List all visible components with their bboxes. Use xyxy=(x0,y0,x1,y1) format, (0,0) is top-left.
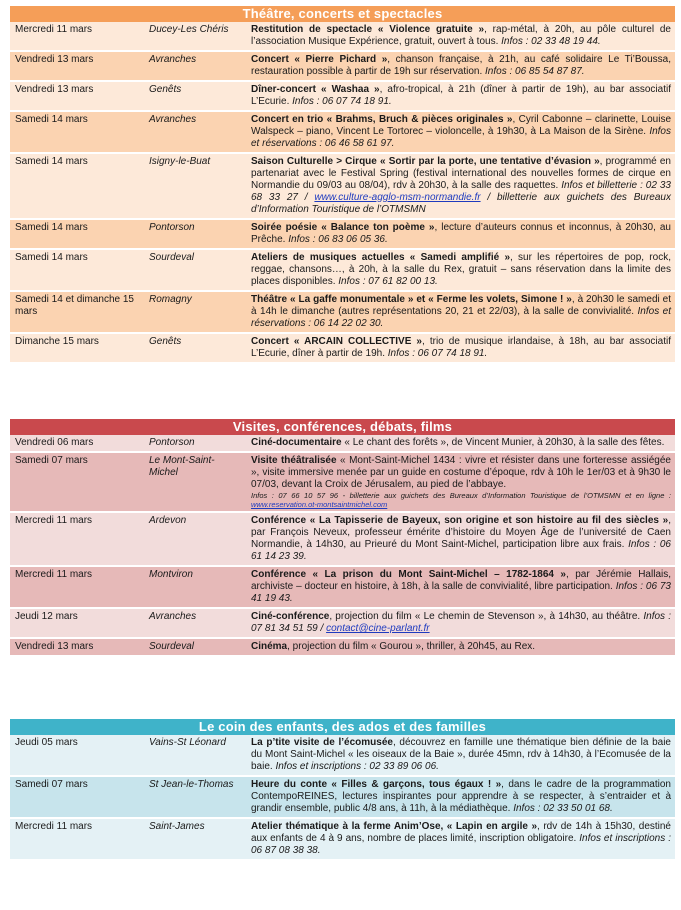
event-row xyxy=(10,608,675,638)
event-place: Romagny xyxy=(144,291,246,333)
event-description xyxy=(246,735,675,776)
event-date: Samedi 14 mars xyxy=(10,219,144,249)
event-text: , Cyril Cabonne – clarinette, Louise Walspeck – piano, Vincent Le Tortorec – violoncelle, à 19h30, à La Maison de la Sirène. xyxy=(251,114,672,137)
event-description xyxy=(246,452,675,512)
event-description xyxy=(246,638,675,656)
event-title: Dîner-concert « Washaa » xyxy=(251,84,380,95)
event-date: Samedi 07 mars xyxy=(10,776,144,818)
event-title: Concert en trio « Brahms, Bruch & pièces originales » xyxy=(251,114,513,125)
event-date: Vendredi 06 mars xyxy=(10,435,144,452)
event-description xyxy=(246,333,675,363)
event-text: , découvrez en famille une thématique bien définie de la baie du Mont Saint-Michel « les oiseaux de la Baie », durée 45mn, rdv à 14h30, à l’Ecomusée de la baie. xyxy=(251,737,671,772)
section-header: Théâtre, concerts et spectacles xyxy=(10,6,675,22)
event-place: St Jean-le-Thomas xyxy=(144,776,246,818)
event-description xyxy=(246,435,675,452)
event-description xyxy=(246,81,675,111)
event-info: Infos : 07 61 82 00 13. xyxy=(338,276,438,287)
events-table xyxy=(10,22,675,364)
event-row xyxy=(10,153,675,219)
event-title: Cinéma xyxy=(251,641,288,652)
event-row xyxy=(10,638,675,656)
event-description xyxy=(246,291,675,333)
event-place: Sourdeval xyxy=(144,249,246,291)
section-header: Le coin des enfants, des ados et des familles xyxy=(10,719,675,735)
event-title: Conférence « La Tapisserie de Bayeux, son origine et son histoire au fil des siècles » xyxy=(251,515,669,526)
event-title: Ciné-conférence xyxy=(251,611,330,622)
event-info: Infos : 06 61 14 23 39. xyxy=(251,539,671,562)
event-description xyxy=(246,22,675,51)
event-info: Infos : 02 33 50 01 68. xyxy=(513,803,613,814)
section-enfants-familles xyxy=(10,719,675,861)
event-info: Infos : 06 07 74 18 91. xyxy=(292,96,392,107)
section-visites-conferences xyxy=(10,419,675,657)
event-row xyxy=(10,452,675,512)
event-place: Avranches xyxy=(144,111,246,153)
event-text: , programmé en partenariat avec le Festival Spring (festival international des nouvelles formes de cirque en Normandie du 09/03 au 08/04), rdv à 20h30, à la salle des raquettes. xyxy=(251,156,671,191)
event-text: , par Jérémie Hallais, archiviste – docteur en histoire, à 18h, à la salle de convivialité, libre participation. xyxy=(251,569,672,592)
event-row xyxy=(10,291,675,333)
event-title: Saison Culturelle > Cirque « Sortir par la porte, une tentative d’évasion » xyxy=(251,156,600,167)
event-info: Infos et billetterie : 02 33 68 33 27 / xyxy=(251,180,671,203)
event-row xyxy=(10,776,675,818)
event-row xyxy=(10,333,675,363)
event-title: Concert « ARCAIN COLLECTIVE » xyxy=(251,336,422,347)
event-title: Ciné-documentaire xyxy=(251,437,342,448)
event-info: Infos : 07 66 10 57 96 - billetterie aux guichets des Bureaux d’Information Touristique de l’OTMSMN et en ligne : xyxy=(251,491,671,500)
event-ticketing-note xyxy=(251,491,671,509)
event-date: Vendredi 13 mars xyxy=(10,638,144,656)
event-place: Isigny-le-Buat xyxy=(144,153,246,219)
event-row xyxy=(10,51,675,81)
event-info: Infos et réservations : 06 14 22 02 30. xyxy=(251,306,671,329)
event-info: Infos et inscriptions : 06 87 08 38 38. xyxy=(251,833,671,856)
event-text: , sur les répertoires de pop, rock, reggae, chansons…, à 20h, à la salle du Rex, gratuit – sans réservation dans la limite des places disponibles. xyxy=(251,252,671,287)
event-place: Sourdeval xyxy=(144,638,246,656)
event-text: , rap-métal, à 20h, au pôle culturel de l’association Musique Expérience, gratuit, ouvert à tous. xyxy=(251,24,671,47)
event-date: Mercredi 11 mars xyxy=(10,512,144,566)
event-place: Saint-James xyxy=(144,818,246,860)
event-place: Montviron xyxy=(144,566,246,608)
event-text: , projection du film « Gourou », thriller, à 20h45, au Rex. xyxy=(287,641,536,652)
event-info: Infos : 06 83 06 05 36. xyxy=(288,234,388,245)
event-row xyxy=(10,249,675,291)
event-description xyxy=(246,219,675,249)
event-row xyxy=(10,219,675,249)
event-title: Restitution de spectacle « Violence gratuite » xyxy=(251,24,485,35)
event-place: Genêts xyxy=(144,333,246,363)
event-info: Infos : 02 33 48 19 44. xyxy=(501,36,601,47)
event-date: Dimanche 15 mars xyxy=(10,333,144,363)
event-text: « Le chant des forêts », de Vincent Munier, à 20h30, à la salle des fêtes. xyxy=(341,437,665,448)
event-text: , projection du film « Le chemin de Stevenson », à 14h30, au théâtre. xyxy=(329,611,644,622)
event-row xyxy=(10,22,675,51)
event-row xyxy=(10,735,675,776)
event-info: Infos et réservations : 06 46 58 61 97. xyxy=(251,126,671,149)
event-date: Mercredi 11 mars xyxy=(10,22,144,51)
event-title: La p’tite visite de l’écomusée xyxy=(251,737,393,748)
event-description xyxy=(246,51,675,81)
event-place: Pontorson xyxy=(144,219,246,249)
event-text: , chanson française, à 21h, au café solidaire Le Ti’Boussa, restauration possible à partir de 19h sur réservation. xyxy=(251,54,671,77)
event-place: Genêts xyxy=(144,81,246,111)
event-description xyxy=(246,776,675,818)
event-description xyxy=(246,512,675,566)
event-place: Ardevon xyxy=(144,512,246,566)
event-row xyxy=(10,512,675,566)
event-title: Concert « Pierre Pichard » xyxy=(251,54,388,65)
event-date: Mercredi 11 mars xyxy=(10,566,144,608)
event-date: Samedi 14 mars xyxy=(10,153,144,219)
event-text: , lecture d’auteurs connus et inconnus, à 20h30, au Prêche. xyxy=(251,222,671,245)
event-date: Jeudi 05 mars xyxy=(10,735,144,776)
events-table xyxy=(10,435,675,657)
event-row xyxy=(10,81,675,111)
section-header: Visites, conférences, débats, films xyxy=(10,419,675,435)
event-title: Heure du conte « Filles & garçons, tous égaux ! » xyxy=(251,779,502,790)
event-row xyxy=(10,818,675,860)
event-info: Infos : 06 85 54 87 87. xyxy=(485,66,585,77)
event-place: Pontorson xyxy=(144,435,246,452)
event-row xyxy=(10,435,675,452)
event-link[interactable]: www.culture-agglo-msm-normandie.fr xyxy=(314,192,481,203)
event-text: , par François Neveux, professeur émérite d’histoire du Moyen Âge de l’université de Caen Normandie, à 14h30, au Prieuré du Mont Saint-Michel, participation libre aux frais. xyxy=(251,515,671,550)
event-place: Le Mont-Saint-Michel xyxy=(144,452,246,512)
event-info: Infos et inscriptions : 02 33 89 06 06. xyxy=(275,761,439,772)
event-text: , rdv de 14h à 15h30, destiné aux enfants de 4 à 9 ans, nombre de places limité, inscription obligatoire. xyxy=(251,821,671,844)
event-row xyxy=(10,566,675,608)
event-title: Atelier thématique à la ferme Anim’Ose, « Lapin en argile » xyxy=(251,821,538,832)
event-date: Mercredi 11 mars xyxy=(10,818,144,860)
event-date: Vendredi 13 mars xyxy=(10,81,144,111)
event-title: Conférence « La prison du Mont Saint-Michel – 1782-1864 » xyxy=(251,569,566,580)
events-table xyxy=(10,735,675,861)
event-info: Infos : 06 73 41 19 43. xyxy=(251,581,671,604)
event-title: Visite théâtralisée xyxy=(251,455,337,466)
event-link[interactable]: contact@cine-parlant.fr xyxy=(326,623,430,634)
event-title: Ateliers de musiques actuelles « Samedi amplifié » xyxy=(251,252,511,263)
event-date: Samedi 14 mars xyxy=(10,249,144,291)
event-place: Ducey-Les Chéris xyxy=(144,22,246,51)
event-row xyxy=(10,111,675,153)
event-text: , dans le cadre de la programmation ContempoREINES, lectures inspirantes pour apprendre à se respecter, à s’entraider et à grandir ensemble, public 4/8 ans, à 11h, à la médiathèque. xyxy=(251,779,671,814)
event-text: , à 20h30 le samedi et à 14h le dimanche (autres représentations 20, 21 et 22/03), à la salle de convivialité. xyxy=(251,294,671,317)
event-description xyxy=(246,111,675,153)
event-description xyxy=(246,249,675,291)
event-description xyxy=(246,153,675,219)
event-place: Avranches xyxy=(144,51,246,81)
event-link[interactable]: www.reservation.ot-montsaintmichel.com xyxy=(251,500,388,509)
event-date: Vendredi 13 mars xyxy=(10,51,144,81)
event-date: Samedi 14 mars xyxy=(10,111,144,153)
event-title: Soirée poésie « Balance ton poème » xyxy=(251,222,435,233)
event-info: Infos : 07 81 34 51 59 / xyxy=(251,611,671,634)
event-text: , trio de musique irlandaise, à 18h, au bar associatif L’Ecurie, dîner à partir de 19h. xyxy=(251,336,671,359)
event-date: Samedi 14 et dimanche 15 mars xyxy=(10,291,144,333)
event-place: Avranches xyxy=(144,608,246,638)
event-text: « Mont-Saint-Michel 1434 : vivre et résister dans une forteresse assiégée », visite immersive menée par un guide en costume d’époque, rdv à 10h le 1er/03 et à 9h30 le 07/03, devant la Croix de Jérusalem, au pied de l’abbaye. xyxy=(251,455,671,490)
event-place: Vains-St Léonard xyxy=(144,735,246,776)
event-title: Théâtre « La gaffe monumentale » et « Ferme les volets, Simone ! » xyxy=(251,294,572,305)
event-description xyxy=(246,608,675,638)
event-info: Infos : 06 07 74 18 91. xyxy=(387,348,488,359)
event-description xyxy=(246,566,675,608)
event-date: Samedi 07 mars xyxy=(10,452,144,512)
event-text: , afro-tropical, à 21h (dîner à partir de 19h), au bar associatif L’Ecurie. xyxy=(251,84,671,107)
event-description xyxy=(246,818,675,860)
event-date: Jeudi 12 mars xyxy=(10,608,144,638)
event-info: / billetterie aux guichets des Bureaux d’Information Touristique de l’OTMSMN xyxy=(251,192,671,215)
section-theatre-concerts xyxy=(10,6,675,364)
